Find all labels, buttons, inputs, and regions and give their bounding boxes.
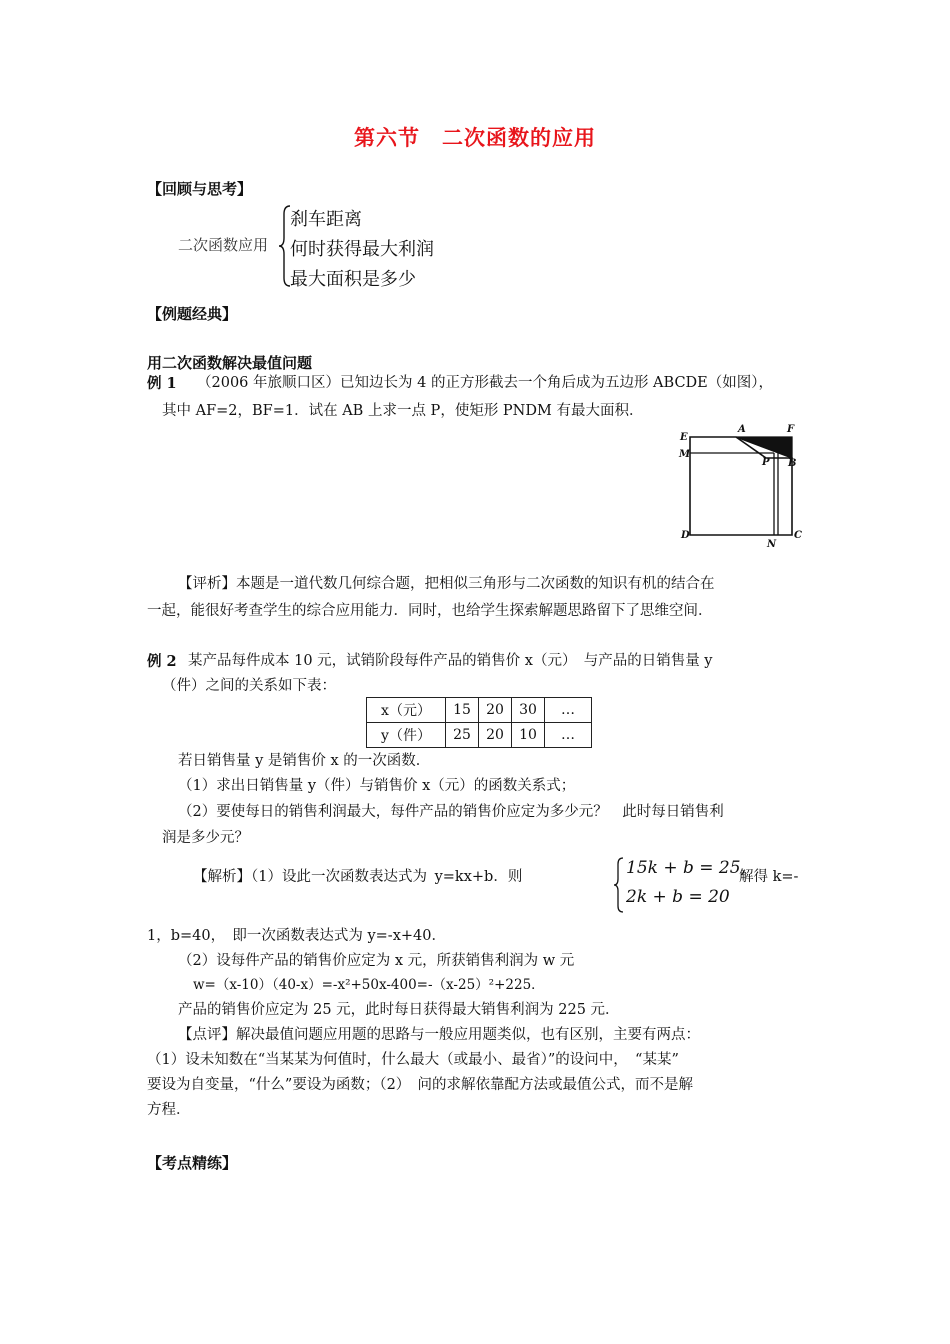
table-cell: 20 <box>479 723 512 748</box>
examples-heading: 【例题经典】 <box>147 305 238 323</box>
review-heading: 【回顾与思考】 <box>147 180 253 198</box>
label-D: D <box>681 530 690 541</box>
section-subheading: 用二次函数解决最值问题 <box>147 354 313 372</box>
example-2-label: 例 2 <box>147 653 177 670</box>
example-2-comment: （1）设未知数在“当某某为何值时，什么最大（或最小、最省）”的设问中， “某某” <box>147 1052 679 1068</box>
table-cell: 10 <box>512 723 545 748</box>
label-N: N <box>767 539 777 550</box>
table-cell: x（元） <box>367 698 446 723</box>
label-C: C <box>794 530 802 541</box>
equation-1: 15k + b = 25, <box>626 858 746 878</box>
table-cell: 25 <box>446 723 479 748</box>
review-item: 何时获得最大利润 <box>290 239 434 260</box>
system-brace <box>613 856 625 914</box>
example-2-question-2: （2）要使每日的销售利润最大，每件产品的销售价应定为多少元？ 此时每日销售利 <box>178 804 724 820</box>
example-2-comment: 方程． <box>147 1102 191 1118</box>
review-label: 二次函数应用 <box>178 236 269 254</box>
example-2-text: 某产品每件成本 10 元，试销阶段每件产品的销售价 x（元） 与产品的日销售量 y <box>188 653 713 669</box>
example-2-solution: （2）设每件产品的销售价应定为 x 元，所获销售利润为 w 元 <box>178 953 575 969</box>
example-2-solution: w=（x-10）（40-x）=-x²+50x-400=-（x-25）²+225． <box>193 977 545 993</box>
example-2-text: （件）之间的关系如下表： <box>162 678 336 694</box>
example-2-question-2: 润是多少元？ <box>162 830 249 846</box>
example-1-analysis: 一起，能很好考查学生的综合应用能力．同时，也给学生探索解题思路留下了思维空间． <box>147 603 713 619</box>
table-cell: 30 <box>512 698 545 723</box>
example-2-comment: 要设为自变量，“什么”要设为函数；（2） 问的求解依靠配方法或最值公式，而不是解 <box>147 1077 694 1093</box>
example-2-solution: 解得 k=- <box>739 869 799 885</box>
table-row <box>367 698 592 723</box>
equation-2: 2k + b = 20 <box>626 887 730 907</box>
price-sales-table <box>366 697 592 748</box>
pentagon-figure <box>676 420 806 550</box>
table-cell: 20 <box>479 698 512 723</box>
label-P: P <box>762 457 770 468</box>
example-1-text: （2006 年旅顺口区）已知边长为 4 的正方形截去一个角后成为五边形 ABCDE（如图）， <box>197 375 774 391</box>
example-2-solution: 产品的销售价应定为 25 元，此时每日获得最大销售利润为 225 元． <box>178 1002 620 1018</box>
example-1-label: 例 1 <box>147 375 177 392</box>
table-cell: 15 <box>446 698 479 723</box>
label-B: B <box>788 458 797 469</box>
review-item: 最大面积是多少 <box>290 269 416 290</box>
table-row <box>367 723 592 748</box>
example-1-text: 其中 AF=2，BF=1．试在 AB 上求一点 P，使矩形 PNDM 有最大面积． <box>162 403 644 419</box>
example-2-solution: 【解析】（1）设此一次函数表达式为 y=kx+b．则 <box>193 869 523 885</box>
table-cell: … <box>545 723 592 748</box>
table-cell: … <box>545 698 592 723</box>
label-F: F <box>787 424 795 435</box>
label-A: A <box>738 424 746 435</box>
example-2-question-1: （1）求出日销售量 y（件）与销售价 x（元）的函数关系式； <box>178 778 576 794</box>
example-2-solution: 1，b=40， 即一次函数表达式为 y=-x+40． <box>147 928 446 944</box>
example-1-analysis: 【评析】本题是一道代数几何综合题，把相似三角形与二次函数的知识有机的结合在 <box>178 576 715 592</box>
practice-heading: 【考点精练】 <box>147 1154 238 1172</box>
table-cell: y（件） <box>367 723 446 748</box>
example-2-condition: 若日销售量 y 是销售价 x 的一次函数． <box>178 753 431 769</box>
review-item: 刹车距离 <box>290 209 362 230</box>
label-E: E <box>680 432 688 443</box>
page-title: 第六节 二次函数的应用 <box>354 125 596 150</box>
label-M: M <box>679 449 691 460</box>
example-2-comment: 【点评】解决最值问题应用题的思路与一般应用题类似，也有区别，主要有两点： <box>178 1027 700 1043</box>
